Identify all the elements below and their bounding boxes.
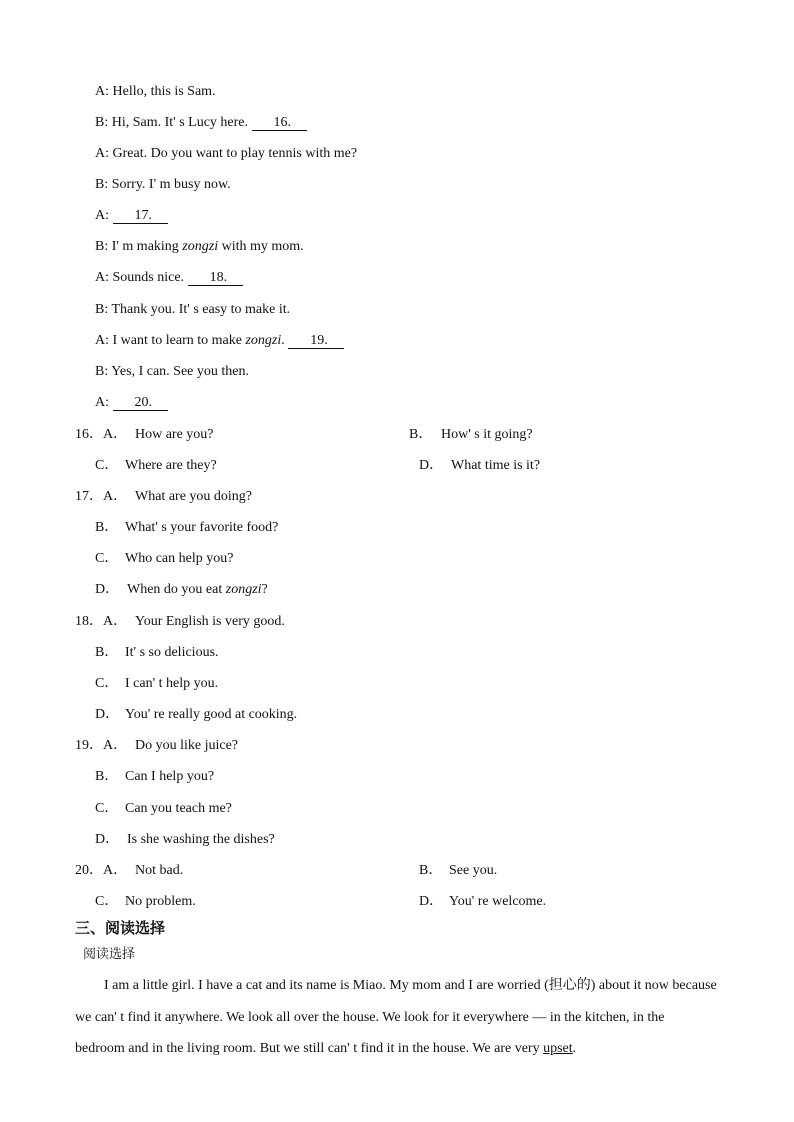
section-heading: 三、阅读选择 <box>75 919 166 937</box>
q18-option-a[interactable] <box>75 613 285 631</box>
question-number: 20． <box>75 863 103 878</box>
italic-word: zongzi <box>182 239 219 254</box>
option-letter: D． <box>419 894 444 909</box>
option-letter: B． <box>419 863 443 878</box>
option-letter: D． <box>95 582 120 597</box>
passage-text: . <box>572 1041 577 1056</box>
option-letter: D． <box>95 832 120 847</box>
dialogue-text: A: <box>95 208 109 223</box>
q16-option-c[interactable] <box>95 457 217 475</box>
option-text: Not bad. <box>135 863 184 878</box>
option-letter: A． <box>103 614 128 629</box>
dialogue-line-6 <box>95 238 304 256</box>
dialogue-line-2 <box>95 114 307 132</box>
option-text: How are you? <box>135 427 214 442</box>
passage-text: bedroom and in the living room. But we still can' t find it in the house. We are very <box>75 1041 544 1056</box>
answer-blank-16[interactable]: 16. <box>252 115 308 131</box>
option-text: You' re welcome. <box>449 894 547 909</box>
option-letter: A． <box>103 489 128 504</box>
answer-blank-19[interactable]: 19. <box>288 333 344 349</box>
question-number: 16． <box>75 427 103 442</box>
q17-option-a[interactable] <box>75 488 252 506</box>
option-letter: A． <box>103 427 128 442</box>
q19-option-d[interactable] <box>95 831 275 849</box>
q16-option-d[interactable] <box>419 457 540 475</box>
q19-option-c[interactable] <box>95 800 232 818</box>
option-letter: C． <box>95 676 119 691</box>
underlined-word: upset <box>543 1041 573 1056</box>
q18-option-d[interactable] <box>95 706 297 724</box>
option-text: Do you like juice? <box>135 738 239 753</box>
q19-option-a[interactable] <box>75 737 238 755</box>
dialogue-text: . <box>281 333 285 348</box>
option-text: See you. <box>449 863 498 878</box>
option-letter: D． <box>95 707 120 722</box>
option-text: Can I help you? <box>125 769 215 784</box>
answer-blank-20[interactable]: 20. <box>113 395 169 411</box>
option-text: How' s it going? <box>441 427 533 442</box>
q17-option-c[interactable] <box>95 550 233 568</box>
italic-word: zongzi <box>245 333 282 348</box>
option-text: What time is it? <box>451 458 541 473</box>
dialogue-text: with my mom. <box>218 239 304 254</box>
dialogue-line-8: B: Thank you. It' s easy to make it. <box>95 302 291 317</box>
option-text: Who can help you? <box>125 551 234 566</box>
dialogue-line-11 <box>95 394 168 412</box>
question-number: 19． <box>75 738 103 753</box>
option-text: What are you doing? <box>135 489 253 504</box>
option-text: No problem. <box>125 894 196 909</box>
option-text: Can you teach me? <box>125 801 232 816</box>
passage-line-1: I am a little girl. I have a cat and its name is Miao. My mom and I are worried (担心的) about it now because <box>104 978 717 993</box>
option-letter: C． <box>95 458 119 473</box>
dialogue-text: A: <box>95 395 109 410</box>
option-letter: D． <box>419 458 444 473</box>
option-letter: B． <box>95 645 119 660</box>
option-text: I can' t help you. <box>125 676 219 691</box>
question-number: 17． <box>75 489 103 504</box>
option-text: When do you eat <box>127 582 226 597</box>
q20-option-b[interactable] <box>419 862 497 880</box>
dialogue-line-5 <box>95 207 168 225</box>
q16-option-a[interactable] <box>75 426 214 444</box>
option-letter: B． <box>409 427 433 442</box>
option-letter: C． <box>95 801 119 816</box>
option-letter: C． <box>95 551 119 566</box>
dialogue-text: A: Sounds nice. <box>95 270 185 285</box>
q20-option-a[interactable] <box>75 862 183 880</box>
q18-option-b[interactable] <box>95 644 219 662</box>
option-letter: B． <box>95 520 119 535</box>
q18-option-c[interactable] <box>95 675 218 693</box>
option-text: You' re really good at cooking. <box>125 707 298 722</box>
option-letter: C． <box>95 894 119 909</box>
q16-option-b[interactable] <box>409 426 533 444</box>
italic-word: zongzi <box>225 582 262 597</box>
q17-option-d[interactable] <box>95 581 268 599</box>
dialogue-line-7 <box>95 269 243 287</box>
q19-option-b[interactable] <box>95 768 214 786</box>
dialogue-line-10: B: Yes, I can. See you then. <box>95 364 249 379</box>
dialogue-line-9 <box>95 332 344 350</box>
passage-line-2: we can' t find it anywhere. We look all over the house. We look for it everywhere — in the kitchen, in the <box>75 1010 665 1025</box>
q20-option-d[interactable] <box>419 893 546 911</box>
section-subheading: 阅读选择 <box>83 947 136 962</box>
answer-blank-18[interactable]: 18. <box>188 270 244 286</box>
dialogue-line-1: A: Hello, this is Sam. <box>95 84 216 99</box>
option-text: Is she washing the dishes? <box>127 832 275 847</box>
dialogue-text: B: Hi, Sam. It' s Lucy here. <box>95 115 248 130</box>
option-letter: A． <box>103 738 128 753</box>
dialogue-line-3: A: Great. Do you want to play tennis with me? <box>95 146 358 161</box>
q17-option-b[interactable] <box>95 519 278 537</box>
option-letter: A． <box>103 863 128 878</box>
answer-blank-17[interactable]: 17. <box>113 208 169 224</box>
dialogue-text: B: I' m making <box>95 239 183 254</box>
option-text: What' s your favorite food? <box>125 520 279 535</box>
dialogue-text: A: I want to learn to make <box>95 333 246 348</box>
option-text: Your English is very good. <box>135 614 285 629</box>
option-text: Where are they? <box>125 458 217 473</box>
passage-line-3 <box>75 1040 576 1058</box>
option-text: It' s so delicious. <box>125 645 219 660</box>
question-number: 18． <box>75 614 103 629</box>
option-letter: B． <box>95 769 119 784</box>
dialogue-line-4: B: Sorry. I' m busy now. <box>95 177 231 192</box>
q20-option-c[interactable] <box>95 893 196 911</box>
option-text: ? <box>261 582 268 597</box>
